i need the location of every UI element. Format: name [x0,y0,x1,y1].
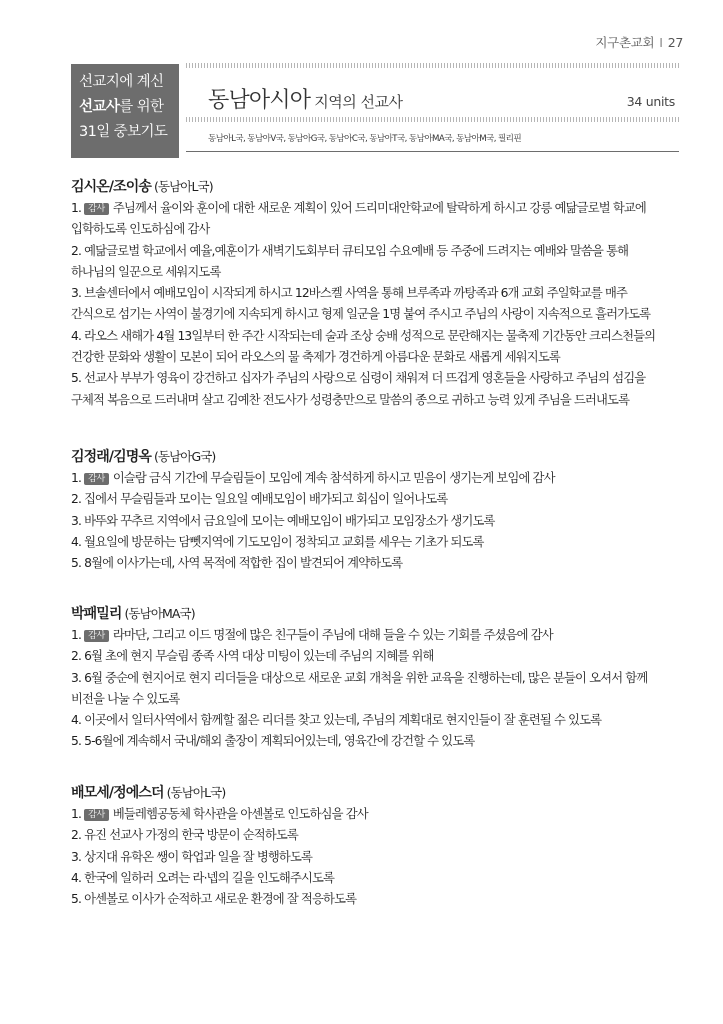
item-text: 상지대 유학온 쌩이 학업과 일을 잘 병행하도록 [84,849,313,864]
item-text: 선교사 부부가 영육이 강건하고 십자가 주님의 사랑으로 심령이 채워져 더 뜨겁게 영혼들을 사랑하고 주님의 섬김을 [84,371,646,386]
mission-region: (동남아L국) [166,785,226,800]
item-number: 1. [71,471,82,485]
prayer-item [71,511,691,532]
thanks-badge: 감사 [84,473,109,485]
item-number: 3. [71,849,82,864]
item-number: 2. [71,492,82,507]
item-text: 바뚜와 꾸추르 지역에서 금요일에 모이는 예배모임이 배가되고 모임장소가 생기도록 [84,513,495,528]
item-text: 5-6월에 계속해서 국내/해외 출장이 계획되어있는데, 영육간에 강건할 수 있도록 [84,734,475,749]
mission-region: (동남아G국) [153,449,216,464]
item-number: 4. [71,713,82,728]
thanks-badge: 감사 [84,630,109,642]
item-number: 1. [71,201,82,215]
missionary-section [71,176,691,411]
prayer-item [71,847,691,868]
page-number: 27 [667,35,683,50]
units-count: 34 units [626,94,675,109]
prayer-item [71,668,691,711]
item-text: 한국에 일하러 오려는 라·넵의 길을 인도해주시도록 [84,870,335,885]
thanks-badge: 감사 [84,809,109,821]
header-separator: I [659,35,663,50]
side-line-2 [79,95,173,120]
thanks-badge: 감사 [84,203,109,215]
item-text-continued: 구체적 복음으로 드러내며 살고 김예찬 전도사가 성령충만으로 말씀의 종으로 귀하고 능력 있게 주님을 드러내도록 [71,392,630,407]
item-text: 주님께서 율이와 훈이에 대한 새로운 계획이 있어 드리미대안학교에 탈락하게 하시고 강릉 예닮글로벌 학교에 [112,201,646,215]
item-text: 6월 중순에 현지어로 현지 리더들을 대상으로 새로운 교회 개척을 위한 교육을 진행하는데, 많은 분들이 오셔서 함께 [84,670,648,685]
item-text: 라오스 새해가 4월 13일부터 한 주간 시작되는데 술과 조상 숭배 성적으로 문란해지는 물축제 기간동안 크리스천들의 [84,328,656,343]
prayer-item [71,283,691,326]
prayer-item [71,198,691,241]
section-title [71,603,691,625]
item-text: 예닮글로벌 학교에서 예율,예훈이가 새벽기도회부터 큐티모임 수요예배 등 주중에 드려지는 예배와 말씀을 통해 [84,243,629,258]
item-text: 이곳에서 일터사역에서 함께할 젊은 리더를 찾고 있는데, 주님의 계획대로 현지인들이 잘 훈련될 수 있도록 [84,713,602,728]
item-number: 3. [71,513,82,528]
missionary-names: 박패밀리 [71,606,122,622]
missionary-names: 배모세/정에스더 [71,785,164,801]
missionary-section [71,782,691,910]
item-text-continued: 입학하도록 인도하심에 감사 [71,222,210,237]
item-number: 4. [71,534,82,549]
mission-region: (동남아MA국) [124,606,195,621]
item-number: 2. [71,649,82,664]
hatch-rule-middle [186,117,679,122]
prayer-item [71,804,691,825]
prayer-item [71,368,691,411]
item-text: 월요일에 방문하는 담뻿지역에 기도모임이 정착되고 교회를 세우는 기초가 되도록 [84,534,484,549]
prayer-item [71,532,691,553]
section-title [71,446,691,468]
missionary-names: 김시온/조이송 [71,179,151,195]
prayer-item [71,489,691,510]
prayer-item [71,646,691,667]
item-number: 3. [71,670,82,685]
item-text-continued: 하나님의 일꾼으로 세워지도록 [71,264,221,279]
region-heading [208,83,402,114]
item-text: 집에서 무슬림들과 모이는 일요일 예배모임이 배가되고 회심이 일어나도록 [84,492,448,507]
item-number: 5. [71,892,82,907]
missionary-section [71,446,691,574]
prayer-item [71,553,691,574]
church-name: 지구촌교회 [595,35,655,50]
item-text: 베들레헴공동체 학사관을 아센볼로 인도하심을 감사 [112,807,368,821]
item-text: 브솔센터에서 예배모임이 시작되게 하시고 12바스켈 사역을 통해 브루족과 까탕족과 6개 교회 주일학교를 매주 [84,286,628,301]
item-number: 1. [71,807,82,821]
item-text-continued: 건강한 문화와 생활이 모본이 되어 라오스의 물 축제가 경건하게 아름다운 문화로 새롭게 세워지도록 [71,350,560,365]
prayer-item [71,241,691,284]
side-line-2-bold: 선교사 [79,99,120,115]
prayer-item [71,625,691,646]
region-title: 동남아시아 [208,88,311,113]
item-number: 2. [71,828,82,843]
item-number: 1. [71,628,82,642]
region-subtitle: 지역의 선교사 [314,93,403,111]
item-number: 5. [71,734,82,749]
prayer-item [71,868,691,889]
item-number: 5. [71,371,82,386]
item-text: 아센볼로 이사가 순적하고 새로운 환경에 잘 적응하도록 [84,892,357,907]
hatch-rule-top [186,63,679,68]
prayer-item [71,710,691,731]
item-number: 5. [71,556,82,571]
prayer-title-box [71,64,179,158]
page-header [595,33,683,51]
prayer-item [71,326,691,369]
item-text: 유진 선교사 가정의 한국 방문이 순적하도록 [84,828,298,843]
header-base-rule [186,151,679,152]
item-number: 3. [71,286,82,301]
section-title [71,176,691,198]
item-number: 2. [71,243,82,258]
item-number: 4. [71,328,82,343]
missionary-names: 김정래/김명옥 [71,449,151,465]
side-line-1: 선교지에 계신 [79,74,164,90]
item-text-continued: 비전을 나눌 수 있도록 [71,691,180,706]
item-number: 4. [71,870,82,885]
item-text: 6월 초에 현지 무슬림 종족 사역 대상 미팅이 있는데 주님의 지혜를 위해 [84,649,434,664]
item-text-continued: 간식으로 섬기는 사역이 불경기에 지속되게 하시고 형제 일군을 1명 붙여 주시고 주님의 사랑이 지속적으로 흘러가도록 [71,307,651,322]
prayer-item [71,825,691,846]
prayer-item [71,731,691,752]
prayer-item [71,889,691,910]
section-title [71,782,691,804]
prayer-item [71,468,691,489]
mission-region: (동남아L국) [153,179,213,194]
item-text: 이슬람 금식 기간에 무슬림들이 모임에 계속 참석하게 하시고 믿음이 생기는게 보임에 감사 [112,471,555,485]
side-line-2-rest: 를 위한 [119,99,164,115]
country-list: 동남아L국, 동남아V국, 동남아G국, 동남아C국, 동남아T국, 동남아MA국, 동남아M국, 필리핀 [208,134,522,144]
side-line-3: 31일 중보기도 [79,124,168,140]
item-text: 8월에 이사가는데, 사역 목적에 적합한 집이 발견되어 계약하도록 [84,556,403,571]
missionary-section [71,603,691,753]
item-text: 라마단, 그리고 이드 명절에 많은 친구들이 주님에 대해 들을 수 있는 기회를 주셨음에 감사 [112,628,553,642]
